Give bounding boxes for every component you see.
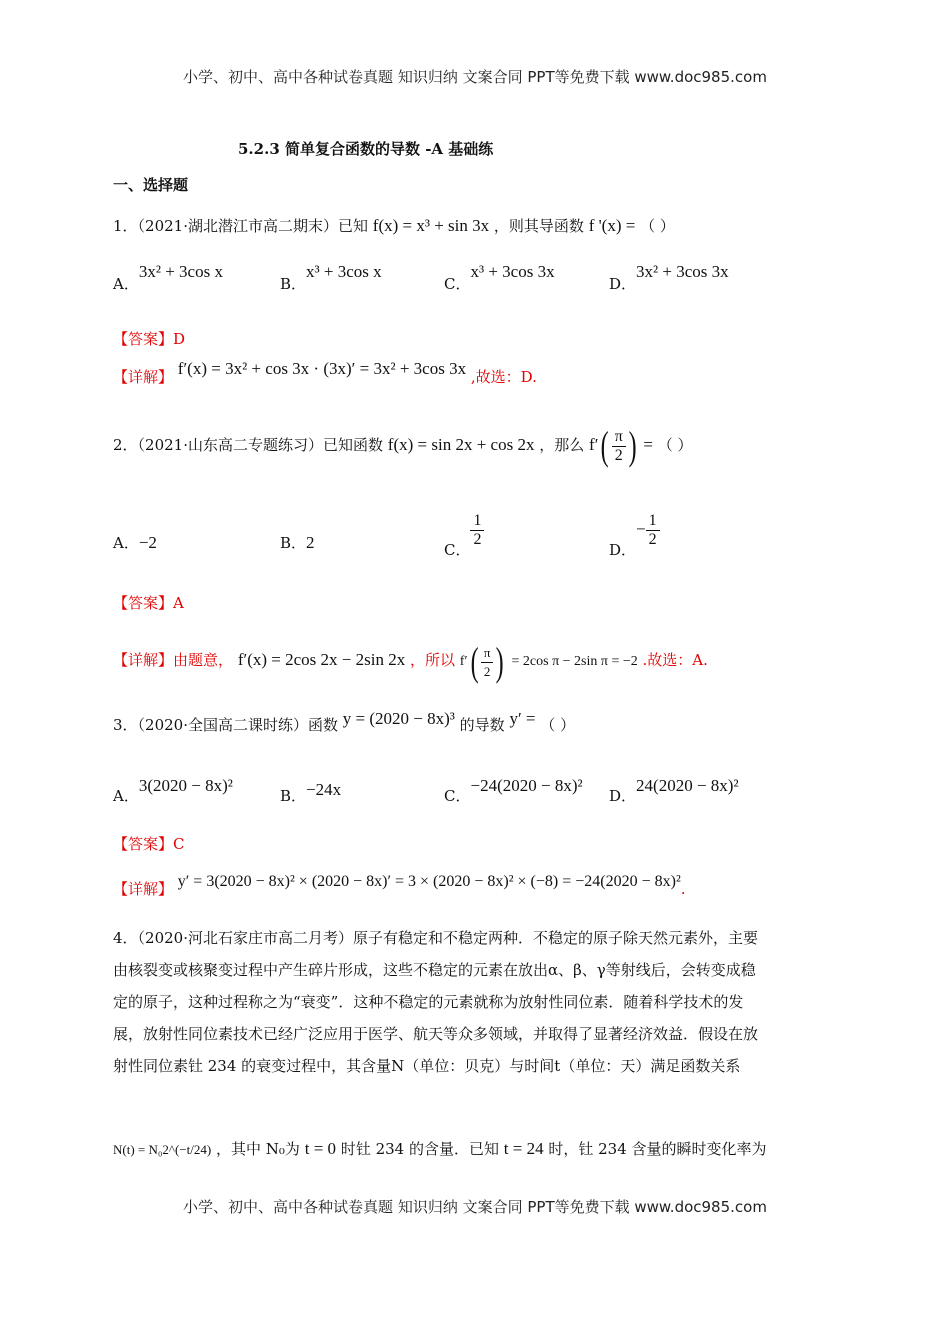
question-4-stem [113,922,835,1082]
question-1-stem [113,215,675,236]
detail-post: . [680,880,686,898]
q2-option-c [444,512,484,559]
option-label: A． [113,275,139,293]
q3-answer [113,833,185,854]
option-label: C． [444,787,471,805]
q4-line: 定的原子，这种过程称之为“衰变”．这种不稳定的元素就称为放射性同位素．随着科学技术的发 [113,993,744,1011]
option-label: A． [113,534,139,552]
answer-value: A [173,594,184,612]
q3-detail [113,873,686,899]
q2-option-a [113,532,157,553]
q4-t-24: t = 24 [503,1139,544,1158]
option-value: 3x² + 3cos 3x [636,262,729,281]
option-value: −24(2020 − 8x)² [470,776,583,795]
option-label: B． [280,275,307,293]
footer-watermark: 小学、初中、高中各种试卷真题 知识归纳 文案合同 PPT等免费下载 www.doc985.com [183,1198,767,1216]
q4-line: 射性同位素钍 234 的衰变过程中，其含量N（单位：贝克）与时间t（单位：天）满足函数关系 [113,1057,741,1075]
detail-mid: ，所以 [409,651,455,670]
q4-text-1: ，其中 N₀为 [216,1140,300,1158]
q1-function: f(x) = x³ + sin 3x [372,216,490,235]
answer-value: C [173,835,185,853]
q1-answer [113,328,185,349]
header-watermark: 小学、初中、高中各种试卷真题 知识归纳 文案合同 PPT等免费下载 www.doc985.com [183,68,767,86]
frac-neg-one-half: $\frac{1}{2}$ [646,512,660,549]
section-heading: 一、选择题 [113,176,189,194]
q3-function: y = (2020 − 8x)³ [342,709,455,728]
option-label: C． [444,275,471,293]
option-value: 3(2020 − 8x)² [138,776,233,795]
q3-stem-pre: 3．（2020·全国高二课时练）函数 [113,716,338,734]
q3-option-a [113,776,233,806]
q4-line: 由核裂变或核聚变过程中产生碎片形成，这些不稳定的元素在放出α、β、γ等射线后，会转变成稳 [113,961,756,979]
q2-function: f(x) = sin 2x + cos 2x [387,434,535,454]
q1-option-d [609,262,729,294]
q4-line: 4．（2020·河北石家庄市高二月考）原子有稳定和不稳定两种．不稳定的原子除天然元素外，主要 [113,929,758,947]
option-label: C． [444,540,471,559]
q3-option-d [609,776,739,806]
q3-option-b [280,780,342,806]
option-value: 24(2020 − 8x)² [636,776,739,795]
option-value: −2 [138,533,157,552]
detail-label: 【详解】 [113,368,174,386]
q1-stem-mid: ，则其导函数 [493,217,584,235]
q4-t-zero: t = 0 [304,1139,337,1158]
option-value: x³ + 3cos 3x [470,262,555,281]
question-3-stem [113,709,576,735]
q4-line: 展，放射性同位素技术已经广泛应用于医学、航天等众多领域，并取得了显著经济效益．假设在放 [113,1025,759,1043]
q2-option-d: D．− $\frac{1}{2}$ [609,512,660,549]
q4-text-3: 时，钍 234 含量的瞬时变化率为 [548,1140,767,1158]
answer-value: D [173,330,186,348]
option-value: 2 [306,533,315,552]
q1-stem-pre: 1．（2021·湖北潜江市高二期末）已知 [113,217,368,235]
q2-stem-mid: ，那么 [539,435,585,454]
option-label: A． [113,787,139,805]
option-value: 3x² + 3cos x [138,262,223,281]
detail-pre: 由题意， [173,651,234,670]
q2-stem-pre: 2．（2021·山东高二专题练习）已知函数 [113,435,383,454]
q4-last-line [113,1138,767,1159]
q2-option-b [280,532,315,553]
question-2-stem [113,423,693,468]
answer-label: 【答案】 [113,594,174,612]
q3-stem-mid: 的导数 [459,716,505,734]
detail-formula: f′(x) = 3x² + cos 3x · (3x)′ = 3x² + 3cos 3x [177,359,467,378]
detail-label: 【详解】 [113,880,174,898]
option-label: B． [280,787,307,805]
q3-derivative-symbol: y′ = [509,709,536,728]
detail-fprime-pi-half: f′( $\frac{\pi}{2}$ ) [459,639,505,684]
detail-formula-2: = 2cos π − 2sin π = −2 [511,654,638,670]
q4-text-2: 时钍 234 的含量．已知 [340,1140,499,1158]
q4-decay-formula: N(t) = N₀2^(−t/24) [113,1142,212,1157]
option-value: −24x [306,780,342,799]
q2-detail [113,639,708,684]
q3-stem-post: （ ） [540,716,576,734]
frac-one-half: $\frac{1}{2}$ [470,512,484,549]
option-value: x³ + 3cos x [306,262,382,281]
q1-option-c [444,262,555,294]
option-label: D． [609,540,637,559]
q2-answer [113,592,184,613]
q2-fprime-pi-half: f′( $\frac{\pi}{2}$ ) = [589,423,653,468]
option-label: D． [609,275,637,293]
q1-option-a [113,262,223,294]
q2-stem-post: （ ） [657,435,693,454]
detail-label: 【详解】 [113,651,174,670]
page-title: 5.2.3 简单复合函数的导数 -A 基础练 [238,140,494,158]
q1-derivative-symbol: f '(x) = [588,216,636,235]
q1-option-b [280,262,382,294]
detail-post: ,故选：D. [470,368,537,386]
detail-formula: y′ = 3(2020 − 8x)² × (2020 − 8x)′ = 3 × (2020 − 8x)² × (−8) = −24(2020 − 8x)² [177,873,681,890]
detail-post: .故选：A. [642,651,708,670]
q3-option-c [444,776,583,806]
option-label: D． [609,787,637,805]
option-label: B． [280,534,307,552]
q1-stem-post: （ ） [640,217,675,235]
q1-detail [113,359,537,387]
answer-label: 【答案】 [113,835,174,853]
detail-formula: f′(x) = 2cos 2x − 2sin 2x [237,650,406,670]
answer-label: 【答案】 [113,330,174,348]
